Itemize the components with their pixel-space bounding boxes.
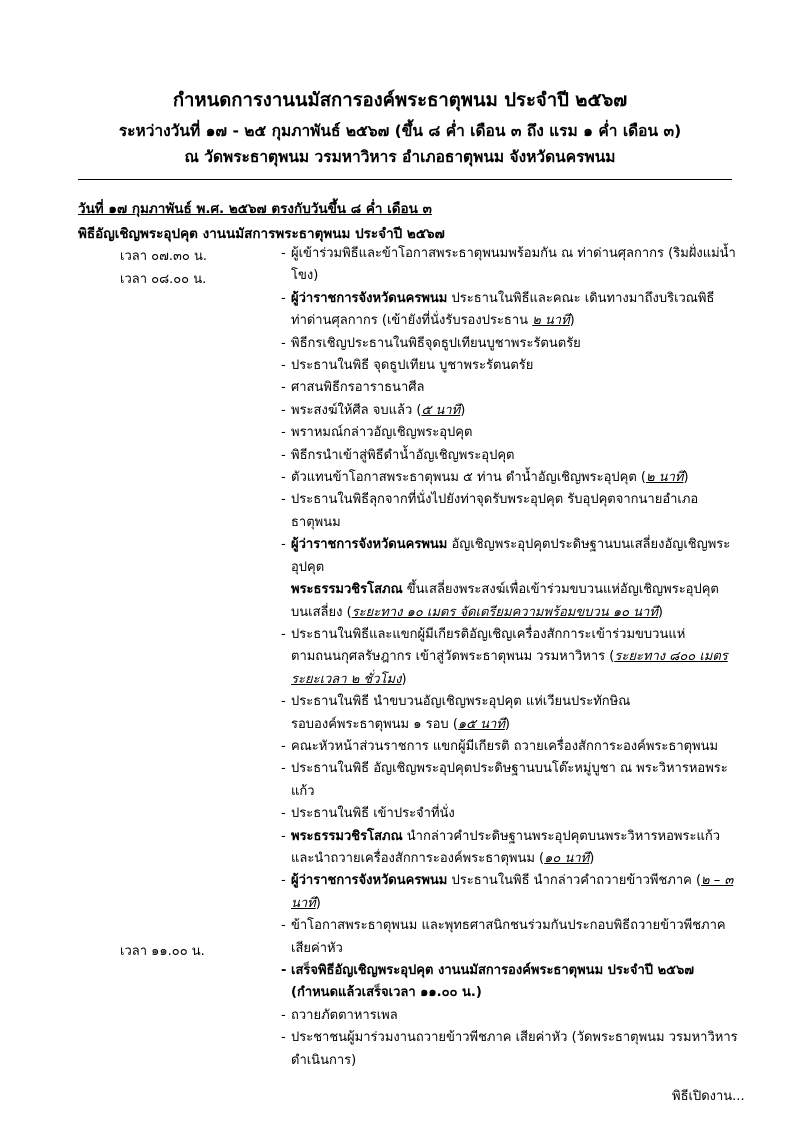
duration-note: ๒ นาที bbox=[532, 313, 570, 329]
duration-note: ๑๐ นาที bbox=[544, 850, 590, 866]
agenda-list bbox=[281, 243, 741, 1072]
duration-note: ๕ นาที bbox=[421, 402, 461, 418]
agenda-item: - ประธานในพิธี เข้าประจำที่นั่ง bbox=[281, 803, 741, 825]
duration-note: ระยะทาง ๑๐ เมตร จัดเตรียมความพร้อมขบวน ๑๐ นาที bbox=[351, 604, 658, 620]
agenda-item: - ถวายภัตตาหารเพล bbox=[281, 1005, 741, 1027]
agenda-item-closing: - เสร็จพิธีอัญเชิญพระอุปคุต งานนมัสการองค์พระธาตุพนม ประจำปี ๒๕๖๗ (กำหนดแล้วเสร็จเวลา ๑๑.๐๐ น.) bbox=[281, 960, 741, 1005]
duration-note: ๒ นาที bbox=[645, 470, 684, 486]
agenda-item: - ผู้ว่าราชการจังหวัดนครพนม อัญเชิญพระอุปคุตประดิษฐานบนเสลี่ยงอัญเชิญพระอุปคุต พระธรรมวชิรโสภณ ขึ้นเสลี่ยงพระสงฆ์เพื่อเข้าร่วมขบวนแห่อัญเชิญพระอุปคุต บนเสลี่ยง (ระยะทาง ๑๐ เมตร จัดเตรียมความพร้อมขบวน ๑๐ นาที) bbox=[281, 534, 741, 624]
agenda-item: - พระสงฆ์ให้ศีล จบแล้ว (๕ นาที) bbox=[281, 400, 741, 422]
duration-note: ระยะเวลา ๒ ชั่วโมง bbox=[291, 671, 402, 687]
agenda-item: - พราหมณ์กล่าวอัญเชิญพระอุปคุต bbox=[281, 422, 741, 444]
time-0800: เวลา ๐๘.๐๐ น. bbox=[120, 272, 207, 287]
agenda-item: - ประชาชนผู้มาร่วมงานถวายข้าวพีชภาค เสียค่าหัว (วัดพระธาตุพนม วรมหาวิหาร ดำเนินการ) bbox=[281, 1027, 741, 1072]
agenda-item: - ผู้ว่าราชการจังหวัดนครพนม ประธานในพิธี นำกล่าวคำถวายข้าวพีชภาค (๒ – ๓ นาที) bbox=[281, 870, 741, 915]
date-range-line: ระหว่างวันที่ ๑๗ - ๒๕ กุมภาพันธ์ ๒๕๖๗ (ขึ้น ๘ ค่ำ เดือน ๓ ถึง แรม ๑ ค่ำ เดือน ๓) bbox=[118, 122, 682, 140]
agenda-item: - คณะหัวหน้าส่วนราชการ แขกผู้มีเกียรติ ถวายเครื่องสักการะองค์พระธาตุพนม bbox=[281, 736, 741, 758]
agenda-item: - ศาสนพิธีกรอาราธนาศีล bbox=[281, 377, 741, 399]
duration-note: ๑๕ นาที bbox=[457, 716, 505, 732]
duration-note: ๒ – ๓ นาที bbox=[291, 873, 734, 911]
agenda-item: - ผู้ว่าราชการจังหวัดนครพนม ประธานในพิธีและคณะ เดินทางมาถึงบริเวณพิธี ท่าด่านศุลกากร (เข้ายังที่นั่งรับรองประธาน ๒ นาที) bbox=[281, 288, 741, 333]
agenda-item: - ประธานในพิธีลุกจากที่นั่งไปยังท่าจุดรับพระอุปคุต รับอุปคุตจากนายอำเภอธาตุพนม bbox=[281, 489, 741, 534]
section-date: วันที่ ๑๗ กุมภาพันธ์ พ.ศ. ๒๕๖๗ ตรงกับวันขึ้น ๘ ค่ำ เดือน ๓ bbox=[78, 201, 432, 217]
section-ceremony: พิธีอัญเชิญพระอุปคุต งานนมัสการพระธาตุพนม ประจำปี ๒๕๖๗ bbox=[78, 226, 445, 242]
agenda-item: - พิธีกรเชิญประธานในพิธีจุดธูปเทียนบูชาพระรัตนตรัย bbox=[281, 333, 741, 355]
time-1100: เวลา ๑๑.๐๐ น. bbox=[120, 944, 205, 959]
duration-note: ระยะทาง ๘๐๐ เมตร bbox=[614, 649, 728, 665]
location-line: ณ วัดพระธาตุพนม วรมหาวิหาร อำเภอธาตุพนม จังหวัดนครพนม bbox=[184, 148, 616, 166]
agenda-item: - พิธีกรนำเข้าสู่พิธีดำน้ำอัญเชิญพระอุปคุต bbox=[281, 445, 741, 467]
agenda-item: - พระธรรมวชิรโสภณ นำกล่าวคำประดิษฐานพระอุปคุตบนพระวิหารหอพระแก้ว และนำถวายเครื่องสักการะองค์พระธาตุพนม (๑๐ นาที) bbox=[281, 826, 741, 871]
continuation-note: พิธีเปิดงาน... bbox=[672, 1089, 745, 1104]
agenda-item: - ประธานในพิธี อัญเชิญพระอุปคุตประดิษฐานบนโต๊ะหมู่บูชา ณ พระวิหารหอพระแก้ว bbox=[281, 758, 741, 803]
time-0730: เวลา ๐๗.๓๐ น. bbox=[120, 249, 207, 264]
agenda-item: - ข้าโอกาสพระธาตุพนม และพุทธศาสนิกชนร่วมกันประกอบพิธีถวายข้าวพีชภาค เสียค่าหัว bbox=[281, 915, 741, 960]
agenda-item: - ประธานในพิธี จุดธูปเทียน บูชาพระรัตนตรัย bbox=[281, 355, 741, 377]
agenda-item: - ตัวแทนข้าโอกาสพระธาตุพนม ๕ ท่าน ดำน้ำอัญเชิญพระอุปคุต (๒ นาที) bbox=[281, 467, 741, 489]
agenda-item: - ประธานในพิธี นำขบวนอัญเชิญพระอุปคุต แห่เวียนประทักษิณ รอบองค์พระธาตุพนม ๑ รอบ (๑๕ นาที) bbox=[281, 691, 741, 736]
title-divider bbox=[78, 179, 732, 180]
document-title: กำหนดการงานนมัสการองค์พระธาตุพนม ประจำปี ๒๕๖๗ bbox=[172, 90, 628, 111]
agenda-item: - ผู้เข้าร่วมพิธีและข้าโอกาสพระธาตุพนมพร้อมกัน ณ ท่าด่านศุลกากร (ริมฝั่งแม่น้ำโขง) bbox=[281, 243, 741, 288]
agenda-item: - ประธานในพิธีและแขกผู้มีเกียรติอัญเชิญเครื่องสักการะเข้าร่วมขบวนแห่ ตามถนนกุศลรัษฎากร เข้าสู่วัดพระธาตุพนม วรมหาวิหาร (ระยะทาง ๘๐๐ เมตร ระยะเวลา ๒ ชั่วโมง) bbox=[281, 624, 741, 691]
